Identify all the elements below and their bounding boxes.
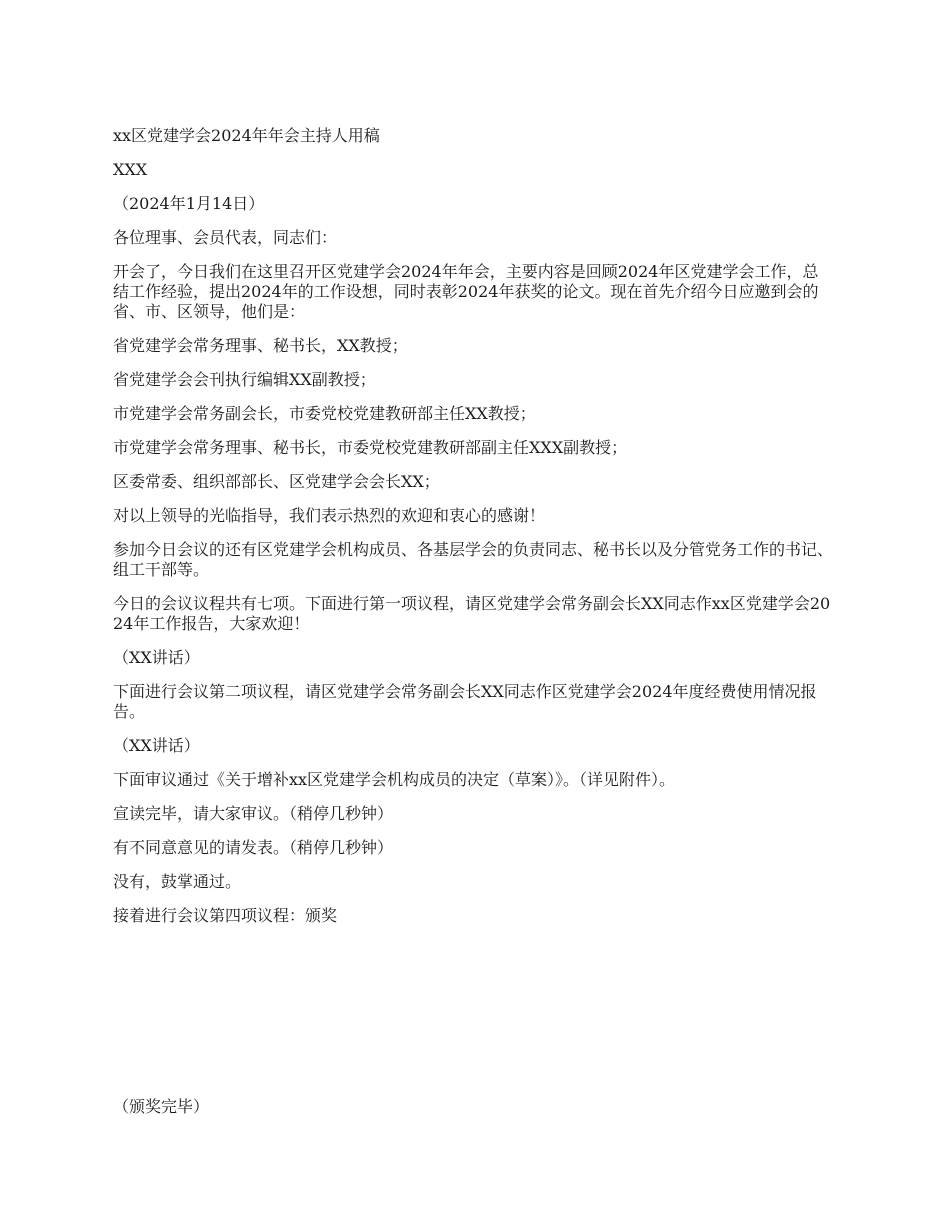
document-title: xx区党建学会2024年年会主持人用稿 [113, 126, 380, 145]
paragraph-speech-note-2: （XX讲话） [113, 736, 200, 755]
paragraph-closing: （颁奖完毕） [113, 1097, 210, 1116]
paragraph-guest-5: 区委常委、组织部部长、区党建学会会长XX； [113, 472, 440, 491]
paragraph-agenda-1: 今日的会议议程共有七项。下面进行第一项议程，请区党建学会常务副会长XX同志作xx区党建学会2024年工作报告，大家欢迎！ [113, 594, 831, 633]
paragraph-speech-note-1: （XX讲话） [113, 648, 200, 667]
paragraph-guest-4: 市党建学会常务理事、秘书长，市委党校党建教研部副主任XXX副教授； [113, 438, 628, 457]
paragraph-welcome: 对以上领导的光临指导，我们表示热烈的欢迎和衷心的感谢！ [113, 506, 546, 525]
paragraph-guest-2: 省党建学会会刊执行编辑XX副教授； [113, 370, 376, 389]
paragraph-objections: 有不同意意见的请发表。（稍停几秒钟） [113, 838, 394, 857]
paragraph-opening: 开会了，今日我们在这里召开区党建学会2024年年会，主要内容是回顾2024年区党建学会工作，总结工作经验，提出2024年的工作设想，同时表彰2024年获奖的论文。现在首先介绍今日应邀到会的省、市、区领导，他们是： [113, 262, 819, 321]
paragraph-attendees: 参加今日会议的还有区党建学会机构成员、各基层学会的负责同志、秘书长以及分管党务工作的书记、组工干部等。 [113, 540, 834, 579]
paragraph-review: 下面审议通过《关于增补xx区党建学会机构成员的决定（草案）》。（详见附件）。 [113, 770, 676, 789]
paragraph-guest-3: 市党建学会常务副会长，市委党校党建教研部主任XX教授； [113, 404, 536, 423]
speaker-name: XXX [113, 160, 148, 179]
paragraph-reading-done: 宣读完毕，请大家审议。（稍停几秒钟） [113, 804, 394, 823]
paragraph-approved: 没有，鼓掌通过。 [113, 872, 242, 891]
paragraph-salutation: 各位理事、会员代表，同志们： [113, 228, 338, 247]
document-date: （2024年1月14日） [113, 194, 265, 213]
paragraph-agenda-4: 接着进行会议第四项议程：颁奖 [113, 906, 338, 925]
paragraph-guest-1: 省党建学会常务理事、秘书长，XX教授； [113, 336, 408, 355]
paragraph-agenda-2: 下面进行会议第二项议程，请区党建学会常务副会长XX同志作区党建学会2024年度经费使用情况报告。 [113, 682, 817, 721]
document-body [113, 126, 833, 940]
